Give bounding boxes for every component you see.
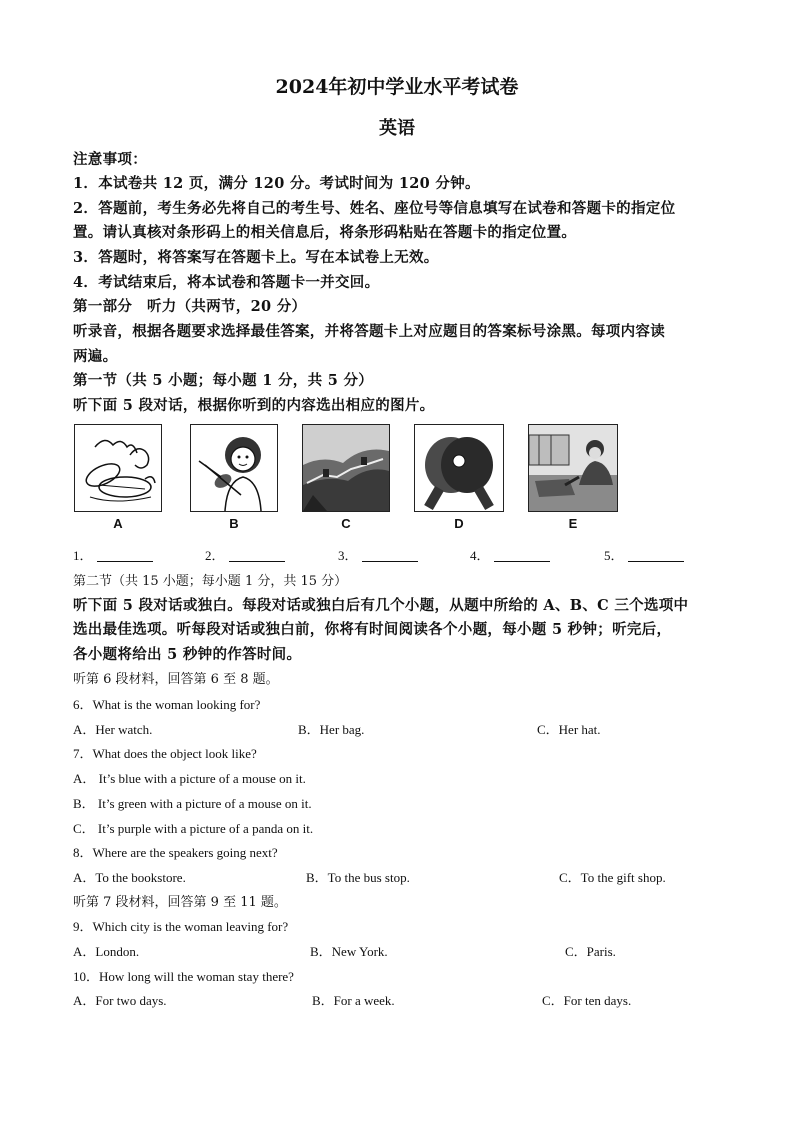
q10-option-b[interactable]: B．For a week. xyxy=(312,993,395,1008)
subject-title: 英语 xyxy=(379,118,415,139)
answer-blank-1[interactable] xyxy=(73,545,153,564)
picture-c xyxy=(302,424,390,512)
blank-number: 5． xyxy=(604,548,624,563)
ping-pong-paddles-icon xyxy=(415,425,503,511)
note-item-4: 4．考试结束后，将本试卷和答题卡一并交回。 xyxy=(73,274,380,291)
part1-instruction: 听录音，根据各题要求选择最佳答案，并将答题卡上对应题目的答案标号涂黑。每项内容读 xyxy=(73,323,665,340)
q8-option-a[interactable]: A．To the bookstore. xyxy=(73,870,186,885)
section2-heading: 第二节（共 15 小题；每小题 1 分，共 15 分） xyxy=(73,574,348,589)
picture-c-label: C xyxy=(341,516,351,531)
section2-instruction: 听下面 5 段对话或独白。每段对话或独白后有几个小题，从题中所给的 A、B、C 三个选项中 xyxy=(73,597,689,614)
violin-girl-icon xyxy=(191,425,277,511)
material-7-heading: 听第 7 段材料，回答第 9 至 11 题。 xyxy=(73,895,287,910)
question-8: 8．Where are the speakers going next? xyxy=(73,845,278,860)
q8-option-c[interactable]: C．To the gift shop. xyxy=(559,870,666,885)
exam-title: 2024年初中学业水平考试卷 xyxy=(275,76,519,98)
answer-blank-2[interactable] xyxy=(205,545,285,564)
note-item-2-cont: 置。请认真核对条形码上的相关信息后，将条形码粘贴在答题卡的指定位置。 xyxy=(73,224,577,241)
q7-option-c[interactable]: C． It’s purple with a picture of a panda on it. xyxy=(73,821,314,836)
part1-instruction-cont: 两遍。 xyxy=(73,348,118,365)
vegetables-icon xyxy=(75,425,161,511)
blank-number: 3． xyxy=(338,548,358,563)
section1-heading: 第一节（共 5 小题；每小题 1 分，共 5 分） xyxy=(73,372,374,389)
q10-option-a[interactable]: A．For two days. xyxy=(73,993,167,1008)
question-7: 7．What does the object look like? xyxy=(73,746,257,761)
section2-instruction-cont: 选出最佳选项。听每段对话或独白前，你将有时间阅读各个小题，每小题 5 秒钟；听完后， xyxy=(73,621,672,638)
q9-option-c[interactable]: C．Paris. xyxy=(565,944,616,959)
picture-e xyxy=(528,424,618,512)
q7-option-b[interactable]: B． It’s green with a picture of a mouse on it. xyxy=(73,796,312,811)
question-6: 6．What is the woman looking for? xyxy=(73,697,261,712)
q9-option-b[interactable]: B．New York. xyxy=(310,944,388,959)
picture-a xyxy=(74,424,162,512)
picture-a-label: A xyxy=(113,516,123,531)
material-6-heading: 听第 6 段材料，回答第 6 至 8 题。 xyxy=(73,672,279,687)
blank-line xyxy=(229,549,285,562)
picture-e-label: E xyxy=(568,516,578,531)
answer-blank-3[interactable] xyxy=(338,545,418,564)
q8-option-b[interactable]: B．To the bus stop. xyxy=(306,870,410,885)
section2-instruction-end: 各小题将给出 5 秒钟的作答时间。 xyxy=(73,646,302,663)
q10-option-c[interactable]: C．For ten days. xyxy=(542,993,632,1008)
q7-option-a[interactable]: A． It’s blue with a picture of a mouse on it. xyxy=(73,771,306,786)
blank-line xyxy=(362,549,418,562)
blank-line xyxy=(97,549,153,562)
blank-number: 2． xyxy=(205,548,225,563)
note-item-2: 2．答题前，考生务必先将自己的考生号、姓名、座位号等信息填写在试卷和答题卡的指定位 xyxy=(73,200,676,217)
note-item-1: 1．本试卷共 12 页，满分 120 分。考试时间为 120 分钟。 xyxy=(73,175,480,192)
question-10: 10．How long will the woman stay there? xyxy=(73,969,294,984)
boy-cooking-icon xyxy=(529,425,617,511)
great-wall-icon xyxy=(303,425,389,511)
picture-d-label: D xyxy=(454,516,464,531)
note-item-3: 3．答题时，将答案写在答题卡上。写在本试卷上无效。 xyxy=(73,249,439,266)
blank-line xyxy=(494,549,550,562)
q9-option-a[interactable]: A．London. xyxy=(73,944,140,959)
picture-d xyxy=(414,424,504,512)
question-9: 9．Which city is the woman leaving for? xyxy=(73,919,289,934)
answer-blank-5[interactable] xyxy=(604,545,684,564)
blank-number: 4． xyxy=(470,548,490,563)
q6-option-b[interactable]: B．Her bag. xyxy=(298,722,365,737)
q6-option-a[interactable]: A．Her watch. xyxy=(73,722,153,737)
answer-blank-4[interactable] xyxy=(470,545,550,564)
picture-b-label: B xyxy=(229,516,239,531)
notes-heading: 注意事项： xyxy=(73,151,147,168)
blank-number: 1． xyxy=(73,548,93,563)
part1-heading: 第一部分 听力（共两节，20 分） xyxy=(73,298,307,315)
picture-b xyxy=(190,424,278,512)
blank-line xyxy=(628,549,684,562)
q6-option-c[interactable]: C．Her hat. xyxy=(537,722,601,737)
section1-instruction: 听下面 5 段对话，根据你听到的内容选出相应的图片。 xyxy=(73,397,435,414)
